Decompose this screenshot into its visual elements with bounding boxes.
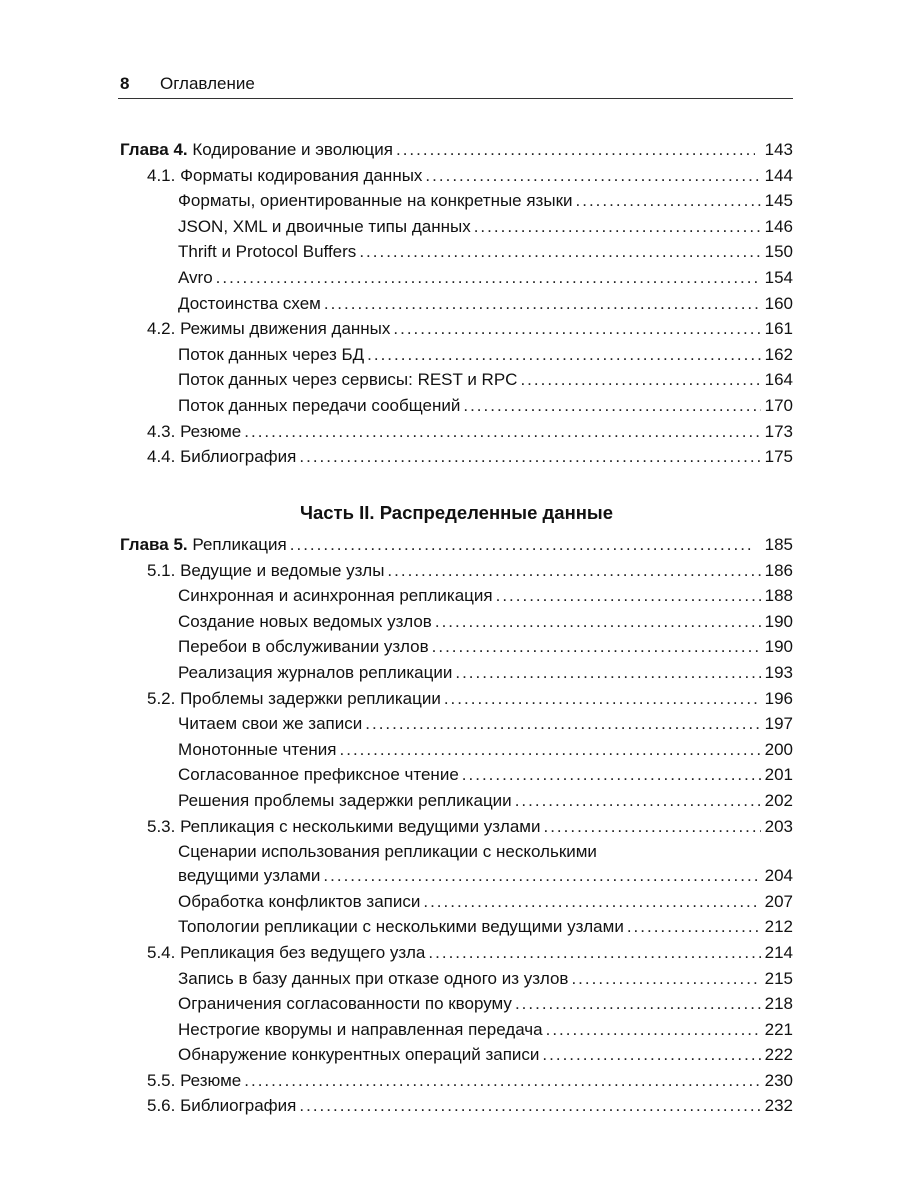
dot-leader bbox=[455, 663, 760, 683]
entry-title: 5.6. Библиография bbox=[147, 1096, 297, 1116]
toc-subsection-entry[interactable] bbox=[120, 217, 793, 243]
page-ref: 215 bbox=[764, 968, 793, 988]
dot-leader bbox=[323, 866, 760, 886]
toc-section-entry[interactable] bbox=[120, 1071, 793, 1097]
chapter-label: Глава 4. bbox=[120, 140, 188, 159]
dot-leader bbox=[432, 637, 761, 657]
page-ref: 190 bbox=[764, 611, 793, 631]
dot-leader bbox=[542, 1045, 760, 1065]
dot-leader bbox=[340, 740, 761, 760]
entry-title: Форматы, ориентированные на конкретные языки bbox=[178, 191, 573, 211]
dot-leader bbox=[627, 917, 761, 937]
dot-leader bbox=[299, 447, 760, 467]
entry-title: Монотонные чтения bbox=[178, 739, 337, 759]
dot-leader bbox=[425, 166, 760, 186]
entry-title: Запись в базу данных при отказе одного из узлов bbox=[178, 968, 569, 988]
dot-leader bbox=[324, 294, 761, 314]
page-number: 8 bbox=[120, 74, 130, 93]
toc-subsection-entry[interactable] bbox=[120, 294, 793, 320]
chapter-title: Кодирование и эволюция bbox=[192, 140, 393, 159]
page-ref: 170 bbox=[764, 395, 793, 415]
page-ref: 221 bbox=[764, 1019, 793, 1039]
running-title: Оглавление bbox=[160, 74, 255, 93]
dot-leader bbox=[543, 817, 760, 837]
dot-leader bbox=[359, 242, 760, 262]
page-ref: 185 bbox=[764, 535, 793, 554]
entry-title: 4.2. Режимы движения данных bbox=[147, 319, 391, 339]
dot-leader bbox=[462, 765, 761, 785]
toc-subsection-entry[interactable] bbox=[120, 345, 793, 371]
toc-subsection-entry[interactable] bbox=[120, 370, 793, 396]
page-ref: 204 bbox=[764, 866, 793, 886]
toc-chapter-4 bbox=[120, 140, 793, 473]
dot-leader bbox=[576, 191, 761, 211]
dot-leader bbox=[571, 969, 760, 989]
toc-subsection-entry-wrapped[interactable] bbox=[120, 842, 793, 866]
page-ref: 160 bbox=[764, 293, 793, 313]
page-ref: 164 bbox=[764, 370, 793, 390]
entry-title: ведущими узлами bbox=[178, 866, 321, 886]
toc-subsection-entry[interactable] bbox=[120, 663, 793, 689]
page-ref: 173 bbox=[764, 421, 793, 441]
page-ref: 222 bbox=[764, 1045, 793, 1065]
dot-leader bbox=[496, 586, 761, 606]
dot-leader bbox=[435, 612, 761, 632]
toc-chapter-entry[interactable] bbox=[120, 535, 793, 561]
entry-title: Решения проблемы задержки репликации bbox=[178, 790, 512, 810]
dot-leader bbox=[216, 268, 761, 288]
dot-leader bbox=[428, 943, 760, 963]
entry-title: Поток данных через БД bbox=[178, 344, 365, 364]
entry-title: Поток данных передачи сообщений bbox=[178, 395, 461, 415]
toc-subsection-entry[interactable] bbox=[120, 637, 793, 663]
entry-title: 5.5. Резюме bbox=[147, 1070, 242, 1090]
toc-subsection-entry[interactable] bbox=[120, 396, 793, 422]
toc-subsection-entry[interactable] bbox=[120, 917, 793, 943]
toc-subsection-entry[interactable] bbox=[120, 994, 793, 1020]
dot-leader bbox=[365, 714, 760, 734]
page-ref: 207 bbox=[764, 891, 793, 911]
toc-section-entry[interactable] bbox=[120, 166, 793, 192]
page-ref: 146 bbox=[764, 216, 793, 236]
chapter-title: Репликация bbox=[192, 535, 287, 554]
entry-title: Согласованное префиксное чтение bbox=[178, 765, 459, 785]
page-ref: 162 bbox=[764, 344, 793, 364]
dot-leader bbox=[444, 689, 761, 709]
part-heading: Часть II. Распределенные данные bbox=[299, 502, 614, 523]
entry-title: Avro bbox=[178, 267, 213, 287]
page-ref: 161 bbox=[764, 319, 793, 339]
toc-section-entry[interactable] bbox=[120, 447, 793, 473]
entry-title: Перебои в обслуживании узлов bbox=[178, 637, 429, 657]
toc-subsection-entry[interactable] bbox=[120, 191, 793, 217]
toc-section-entry[interactable] bbox=[120, 1096, 793, 1122]
dot-leader bbox=[546, 1020, 761, 1040]
entry-title: Сценарии использования репликации с несколькими bbox=[178, 842, 597, 862]
toc-subsection-entry[interactable] bbox=[120, 740, 793, 766]
toc-section-entry[interactable] bbox=[120, 943, 793, 969]
page-ref: 214 bbox=[764, 942, 793, 962]
dot-leader bbox=[423, 892, 760, 912]
page-ref: 188 bbox=[764, 586, 793, 606]
toc-section-entry[interactable] bbox=[120, 817, 793, 843]
toc-subsection-entry[interactable] bbox=[120, 612, 793, 638]
dot-leader bbox=[299, 1096, 760, 1116]
dot-leader bbox=[244, 422, 760, 442]
entry-title: Синхронная и асинхронная репликация bbox=[178, 586, 493, 606]
dot-leader bbox=[463, 396, 760, 416]
toc-section-entry[interactable] bbox=[120, 319, 793, 345]
entry-title: Нестрогие кворумы и направленная передача bbox=[178, 1019, 543, 1039]
toc-subsection-entry[interactable] bbox=[120, 586, 793, 612]
toc-section-entry[interactable] bbox=[120, 689, 793, 715]
running-header bbox=[120, 70, 793, 98]
entry-title: Поток данных через сервисы: REST и RPC bbox=[178, 370, 518, 390]
toc-subsection-entry[interactable] bbox=[120, 791, 793, 817]
page-ref: 145 bbox=[764, 191, 793, 211]
toc-chapter-5 bbox=[120, 535, 793, 1122]
page-ref: 197 bbox=[764, 714, 793, 734]
dot-leader bbox=[393, 319, 760, 339]
page-ref: 150 bbox=[764, 242, 793, 262]
entry-title: Thrift и Protocol Buffers bbox=[178, 242, 357, 262]
entry-title: Ограничения согласованности по кворуму bbox=[178, 994, 512, 1014]
page-ref: 203 bbox=[764, 816, 793, 836]
toc-section-entry[interactable] bbox=[120, 561, 793, 587]
page-ref: 202 bbox=[764, 790, 793, 810]
page-ref: 212 bbox=[764, 917, 793, 937]
entry-title: 5.1. Ведущие и ведомые узлы bbox=[147, 560, 385, 580]
toc-subsection-entry[interactable] bbox=[120, 892, 793, 918]
entry-title: Создание новых ведомых узлов bbox=[178, 611, 432, 631]
entry-title: 4.4. Библиография bbox=[147, 447, 297, 467]
page-ref: 186 bbox=[764, 560, 793, 580]
toc-subsection-entry[interactable] bbox=[120, 969, 793, 995]
dot-leader bbox=[244, 1071, 760, 1091]
page-ref: 144 bbox=[764, 165, 793, 185]
dot-leader bbox=[474, 217, 761, 237]
chapter-label: Глава 5. bbox=[120, 535, 188, 554]
page-ref: 200 bbox=[764, 739, 793, 759]
toc-subsection-entry-continued[interactable] bbox=[120, 866, 793, 892]
header-rule bbox=[118, 98, 793, 99]
toc-subsection-entry[interactable] bbox=[120, 268, 793, 294]
dot-leader bbox=[387, 561, 760, 581]
toc-subsection-entry[interactable] bbox=[120, 242, 793, 268]
dot-leader bbox=[515, 994, 761, 1014]
dot-leader bbox=[290, 535, 755, 555]
page-ref: 143 bbox=[764, 140, 793, 159]
entry-title: Обнаружение конкурентных операций записи bbox=[178, 1045, 540, 1065]
entry-title: JSON, XML и двоичные типы данных bbox=[178, 216, 471, 236]
entry-title: Читаем свои же записи bbox=[178, 714, 363, 734]
entry-title: Достоинства схем bbox=[178, 293, 321, 313]
page-ref: 196 bbox=[764, 688, 793, 708]
entry-title: Реализация журналов репликации bbox=[178, 662, 453, 682]
entry-title: 5.4. Репликация без ведущего узла bbox=[147, 942, 426, 962]
entry-title: 4.1. Форматы кодирования данных bbox=[147, 165, 423, 185]
toc-chapter-entry[interactable] bbox=[120, 140, 793, 166]
dot-leader bbox=[520, 370, 760, 390]
entry-title: 5.3. Репликация с несколькими ведущими узлами bbox=[147, 816, 541, 836]
page-ref: 232 bbox=[764, 1096, 793, 1116]
page-ref: 154 bbox=[764, 267, 793, 287]
page-ref: 190 bbox=[764, 637, 793, 657]
entry-title: 4.3. Резюме bbox=[147, 421, 242, 441]
toc-subsection-entry[interactable] bbox=[120, 714, 793, 740]
page-ref: 230 bbox=[764, 1070, 793, 1090]
entry-title: Обработка конфликтов записи bbox=[178, 891, 421, 911]
entry-title: Топологии репликации с несколькими ведущими узлами bbox=[178, 917, 624, 937]
page-ref: 175 bbox=[764, 447, 793, 467]
dot-leader bbox=[396, 140, 755, 160]
toc-section-entry[interactable] bbox=[120, 422, 793, 448]
entry-title: 5.2. Проблемы задержки репликации bbox=[147, 688, 441, 708]
toc-subsection-entry[interactable] bbox=[120, 1045, 793, 1071]
toc-subsection-entry[interactable] bbox=[120, 765, 793, 791]
dot-leader bbox=[367, 345, 760, 365]
dot-leader bbox=[515, 791, 761, 811]
page-ref: 193 bbox=[764, 662, 793, 682]
page-ref: 201 bbox=[764, 765, 793, 785]
toc-subsection-entry[interactable] bbox=[120, 1020, 793, 1046]
page-ref: 218 bbox=[764, 994, 793, 1014]
